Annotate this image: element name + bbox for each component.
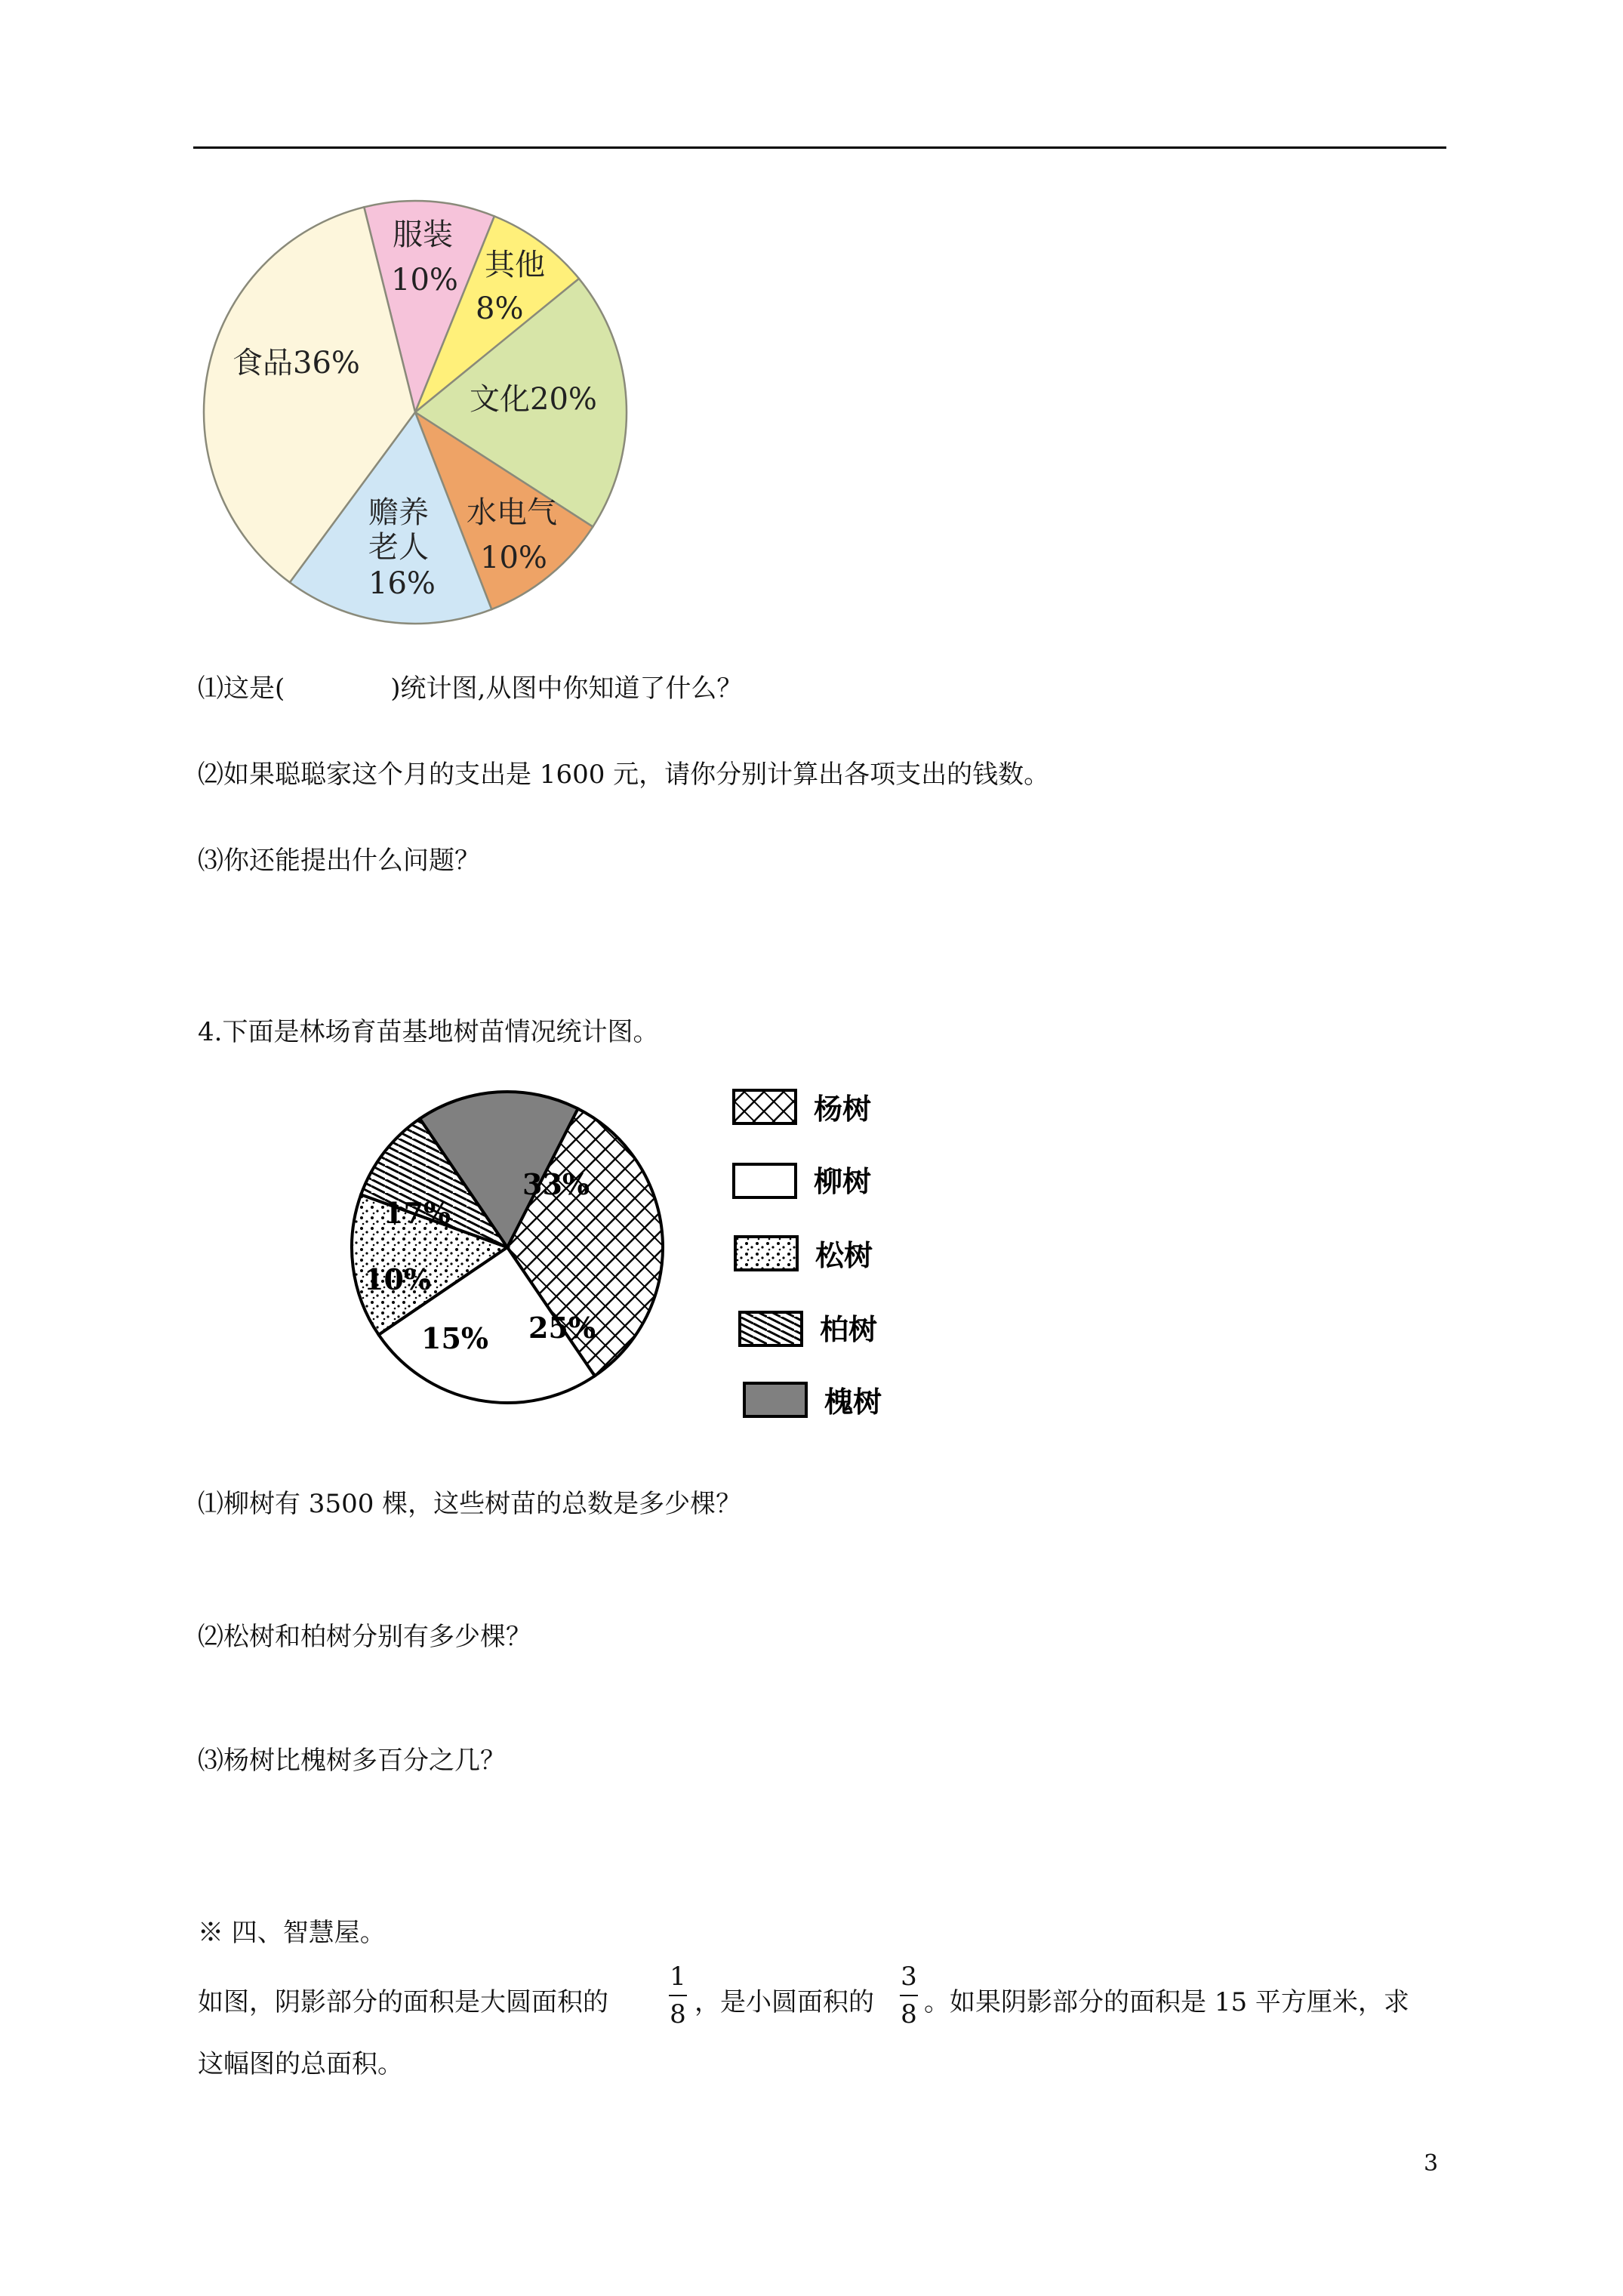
q4-part2: ⑵松树和柏树分别有多少棵？	[198, 1622, 531, 1652]
pie1-label-elderly-2: 老人	[368, 530, 429, 565]
pie1-label-elderly-1: 赡养	[368, 495, 429, 530]
pie1-pct-other: 8%	[476, 291, 524, 326]
q4-heading: 4.下面是林场育苗基地树苗情况统计图。	[198, 1017, 659, 1047]
pie1-pct-clothing: 10%	[391, 263, 458, 297]
q4-part3: ⑶杨树比槐树多百分之几？	[198, 1746, 506, 1776]
legend-label-willow: 柳树	[814, 1164, 872, 1198]
pie2-pct-cypress: 10%	[364, 1262, 431, 1296]
pie2-pct-poplar: 33%	[522, 1167, 590, 1201]
frac2-denominator: 8	[901, 1999, 917, 2029]
fraction-one-eighth	[664, 1962, 691, 2029]
section4-heading: ※ 四、智慧屋。	[198, 1918, 386, 1948]
frac1-numerator: 1	[670, 1962, 686, 1992]
frac1-denominator: 8	[670, 1999, 686, 2029]
pie1-label-utilities: 水电气	[467, 495, 557, 530]
section4-text-b: ，是小圆面积的	[694, 1987, 874, 2017]
q4-part1: ⑴柳树有 3500 棵，这些树苗的总数是多少棵？	[198, 1489, 742, 1519]
legend-swatch-poplar	[734, 1090, 796, 1123]
frac2-numerator: 3	[901, 1962, 917, 1992]
frac2-bar	[900, 1995, 918, 1996]
pie2-legend	[734, 1090, 882, 1419]
legend-swatch-pine	[735, 1237, 797, 1270]
pie1-label-clothing: 服装	[393, 217, 453, 252]
pie1-pct-utilities: 10%	[480, 541, 547, 575]
pie1-pct-culture: 20%	[530, 382, 597, 417]
pie1-pct-elderly: 16%	[368, 566, 436, 601]
legend-label-pine: 松树	[815, 1238, 873, 1272]
page-number: 3	[1424, 2150, 1439, 2177]
fraction-three-eighths	[895, 1962, 922, 2029]
pie2-pct-locust: 17%	[383, 1196, 451, 1230]
legend-label-poplar: 杨树	[814, 1092, 872, 1126]
section4-text-c: 。如果阴影部分的面积是 15 平方厘米，求	[924, 1987, 1409, 2017]
legend-swatch-locust	[744, 1383, 806, 1416]
pie2-pct-pine: 15%	[421, 1321, 488, 1355]
q3-part3: ⑶你还能提出什么问题？	[198, 846, 480, 876]
legend-swatch-willow	[734, 1164, 796, 1197]
header-rule	[193, 146, 1446, 149]
pie1-label-food: 食品	[233, 346, 293, 381]
section4-line2: 这幅图的总面积。	[198, 2049, 403, 2079]
section4-text-a: 如图，阴影部分的面积是大圆面积的	[198, 1987, 608, 2017]
expense-pie-chart	[196, 198, 634, 627]
pie1-pct-food: 36%	[293, 346, 360, 381]
pie2-pct-willow: 25%	[528, 1311, 596, 1345]
legend-swatch-cypress	[740, 1312, 802, 1345]
frac1-bar	[669, 1995, 687, 1996]
pie1-label-culture: 文化	[470, 382, 530, 417]
q3-part1	[198, 672, 742, 705]
legend-label-cypress: 柏树	[820, 1312, 878, 1346]
q3-part2: ⑵如果聪聪家这个月的支出是 1600 元，请你分别计算出各项支出的钱数。	[198, 760, 1050, 790]
pie1-label-other: 其他	[485, 248, 545, 282]
q3-part1-after: )统计图,从图中你知道了什么？	[390, 673, 743, 704]
q3-part1-before: ⑴这是(	[198, 673, 285, 704]
tree-pie-chart	[332, 1072, 906, 1435]
legend-label-locust: 槐树	[824, 1385, 882, 1419]
